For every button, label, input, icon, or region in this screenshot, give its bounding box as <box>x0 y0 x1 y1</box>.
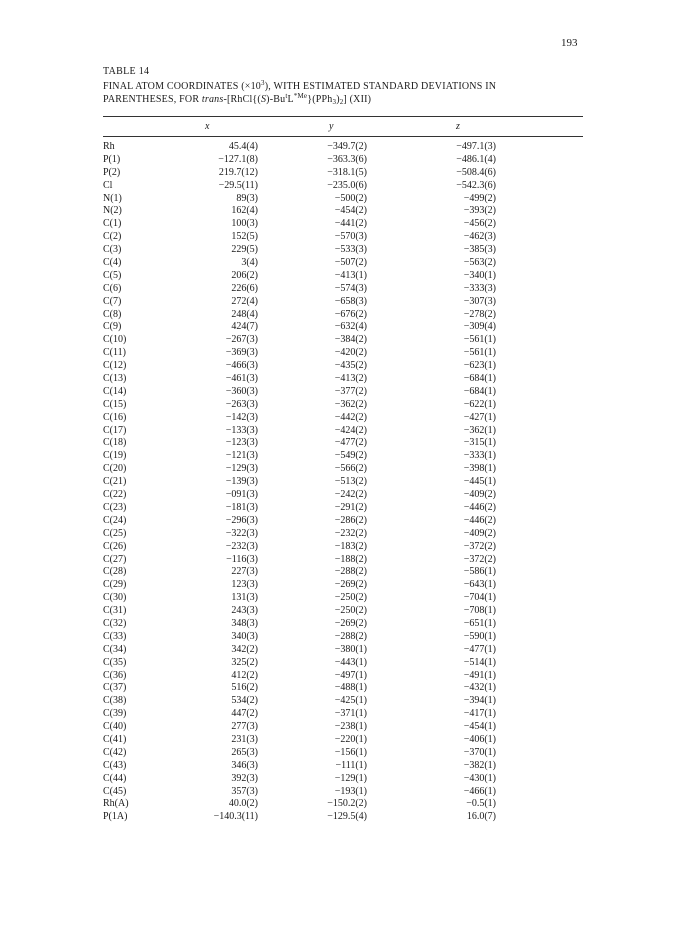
table-row <box>0 786 680 799</box>
table-row <box>0 360 680 373</box>
caption-formula-c: L <box>287 94 294 105</box>
x-coordinate: 325(2) <box>231 656 258 668</box>
atom-label: P(1A) <box>103 811 128 823</box>
y-coordinate: −188(2) <box>334 553 367 565</box>
x-coordinate: −369(3) <box>225 347 258 359</box>
z-coordinate: −406(1) <box>463 733 496 745</box>
x-coordinate: 424(7) <box>231 321 258 333</box>
y-coordinate: −424(2) <box>334 424 367 436</box>
y-coordinate: −454(2) <box>334 205 367 217</box>
x-coordinate: −139(3) <box>225 476 258 488</box>
table-row <box>0 631 680 644</box>
x-coordinate: 89(3) <box>236 192 258 204</box>
caption-line2-pre: PARENTHESES, FOR <box>103 94 202 105</box>
caption-sup-t: t <box>285 92 288 100</box>
atom-label: Rh(A) <box>103 798 129 810</box>
z-coordinate: −462(3) <box>463 231 496 243</box>
table-row <box>0 244 680 257</box>
atom-label: C(42) <box>103 746 127 758</box>
atom-label: C(45) <box>103 785 127 797</box>
y-coordinate: −443(1) <box>334 656 367 668</box>
atom-label: C(10) <box>103 334 127 346</box>
x-coordinate: 516(2) <box>231 682 258 694</box>
table-row <box>0 721 680 734</box>
x-coordinate: 348(3) <box>231 617 258 629</box>
x-coordinate: −296(3) <box>225 514 258 526</box>
atom-label: C(15) <box>103 398 127 410</box>
y-coordinate: −193(1) <box>334 785 367 797</box>
table-row <box>0 437 680 450</box>
page-number: 193 <box>561 37 578 49</box>
z-coordinate: −491(1) <box>463 669 496 681</box>
table-row <box>0 399 680 412</box>
x-coordinate: 206(2) <box>231 269 258 281</box>
table-row <box>0 682 680 695</box>
y-coordinate: −435(2) <box>334 360 367 372</box>
table-row <box>0 554 680 567</box>
x-coordinate: −461(3) <box>225 373 258 385</box>
z-coordinate: −427(1) <box>463 411 496 423</box>
atom-label: C(36) <box>103 669 127 681</box>
y-coordinate: −570(3) <box>334 231 367 243</box>
x-coordinate: 412(2) <box>231 669 258 681</box>
z-coordinate: −309(4) <box>463 321 496 333</box>
column-header-x: x <box>205 121 210 132</box>
y-coordinate: −549(2) <box>334 450 367 462</box>
caption-formula-f: ] (XII) <box>343 94 372 105</box>
z-coordinate: −623(1) <box>463 360 496 372</box>
atom-label: C(16) <box>103 411 127 423</box>
y-coordinate: −156(1) <box>334 746 367 758</box>
y-coordinate: −420(2) <box>334 347 367 359</box>
x-coordinate: −133(3) <box>225 424 258 436</box>
y-coordinate: −632(4) <box>334 321 367 333</box>
x-coordinate: 226(6) <box>231 282 258 294</box>
z-coordinate: −542.3(6) <box>456 179 496 191</box>
z-coordinate: −708(1) <box>463 605 496 617</box>
y-coordinate: −658(3) <box>334 295 367 307</box>
atom-label: P(2) <box>103 166 121 178</box>
x-coordinate: 534(2) <box>231 695 258 707</box>
caption-line1-post: ), WITH ESTIMATED STANDARD DEVIATIONS IN <box>264 81 497 92</box>
atom-label: C(29) <box>103 579 127 591</box>
atom-label: C(4) <box>103 257 122 269</box>
y-coordinate: −377(2) <box>334 385 367 397</box>
x-coordinate: 123(3) <box>231 579 258 591</box>
x-coordinate: 342(2) <box>231 643 258 655</box>
y-coordinate: −380(1) <box>334 643 367 655</box>
atom-label: C(20) <box>103 463 127 475</box>
y-coordinate: −442(2) <box>334 411 367 423</box>
x-coordinate: 152(5) <box>231 231 258 243</box>
y-coordinate: −129.5(4) <box>327 811 367 823</box>
y-coordinate: −362(2) <box>334 398 367 410</box>
table-row <box>0 708 680 721</box>
y-coordinate: −513(2) <box>334 476 367 488</box>
table-row <box>0 747 680 760</box>
x-coordinate: −232(3) <box>225 540 258 552</box>
z-coordinate: −514(1) <box>463 656 496 668</box>
table-row <box>0 412 680 425</box>
caption-formula-e: ) <box>336 94 340 105</box>
x-coordinate: 131(3) <box>231 592 258 604</box>
atom-label: C(38) <box>103 695 127 707</box>
y-coordinate: −363.3(6) <box>327 153 367 165</box>
y-coordinate: −250(2) <box>334 592 367 604</box>
z-coordinate: −622(1) <box>463 398 496 410</box>
z-coordinate: −684(1) <box>463 385 496 397</box>
table-row <box>0 476 680 489</box>
z-coordinate: −382(1) <box>463 759 496 771</box>
caption-formula-d: }(PPh <box>307 94 333 105</box>
z-coordinate: −590(1) <box>463 630 496 642</box>
z-coordinate: −497.1(3) <box>456 141 496 152</box>
z-coordinate: −643(1) <box>463 579 496 591</box>
z-coordinate: −333(3) <box>463 282 496 294</box>
table-row <box>0 141 680 154</box>
y-coordinate: −384(2) <box>334 334 367 346</box>
caption-s: S <box>260 94 267 105</box>
y-coordinate: −318.1(5) <box>327 166 367 178</box>
table-row <box>0 450 680 463</box>
table-row <box>0 296 680 309</box>
x-coordinate: −091(3) <box>225 489 258 501</box>
table-row <box>0 373 680 386</box>
z-coordinate: −466(1) <box>463 785 496 797</box>
y-coordinate: −425(1) <box>334 695 367 707</box>
y-coordinate: −497(1) <box>334 669 367 681</box>
z-coordinate: −385(3) <box>463 244 496 256</box>
y-coordinate: −441(2) <box>334 218 367 230</box>
atom-label: C(39) <box>103 708 127 720</box>
atom-label: C(23) <box>103 501 127 513</box>
table-row <box>0 811 680 824</box>
y-coordinate: −413(1) <box>334 269 367 281</box>
column-header-y: y <box>329 121 334 132</box>
x-coordinate: −121(3) <box>225 450 258 462</box>
table-row <box>0 347 680 360</box>
table-row <box>0 321 680 334</box>
atom-label: C(35) <box>103 656 127 668</box>
x-coordinate: −322(3) <box>225 527 258 539</box>
x-coordinate: 219.7(12) <box>218 166 258 178</box>
x-coordinate: −140.3(11) <box>213 811 258 823</box>
atom-label: C(32) <box>103 617 127 629</box>
table-row <box>0 695 680 708</box>
table-row <box>0 334 680 347</box>
y-coordinate: −566(2) <box>334 463 367 475</box>
z-coordinate: −340(1) <box>463 269 496 281</box>
y-coordinate: −129(1) <box>334 772 367 784</box>
atom-label: C(40) <box>103 721 127 733</box>
x-coordinate: 392(3) <box>231 772 258 784</box>
z-coordinate: −456(2) <box>463 218 496 230</box>
table-row <box>0 670 680 683</box>
column-header-z: z <box>456 121 460 132</box>
atom-label: C(21) <box>103 476 127 488</box>
table-row <box>0 231 680 244</box>
y-coordinate: −150.2(2) <box>327 798 367 810</box>
z-coordinate: −307(3) <box>463 295 496 307</box>
y-coordinate: −288(2) <box>334 566 367 578</box>
x-coordinate: 248(4) <box>231 308 258 320</box>
atom-label: C(6) <box>103 282 122 294</box>
atom-label: C(30) <box>103 592 127 604</box>
x-coordinate: 277(3) <box>231 721 258 733</box>
z-coordinate: −586(1) <box>463 566 496 578</box>
table-row <box>0 734 680 747</box>
z-coordinate: −315(1) <box>463 437 496 449</box>
x-coordinate: 162(4) <box>231 205 258 217</box>
y-coordinate: −371(1) <box>334 708 367 720</box>
atom-label: C(26) <box>103 540 127 552</box>
z-coordinate: −393(2) <box>463 205 496 217</box>
z-coordinate: −486.1(4) <box>456 153 496 165</box>
y-coordinate: −232(2) <box>334 527 367 539</box>
z-coordinate: −394(1) <box>463 695 496 707</box>
caption-trans: trans <box>201 94 224 105</box>
table-top-rule <box>103 116 583 117</box>
table-row <box>0 541 680 554</box>
z-coordinate: −561(1) <box>463 347 496 359</box>
z-coordinate: −370(1) <box>463 746 496 758</box>
z-coordinate: −398(1) <box>463 463 496 475</box>
y-coordinate: −349.7(2) <box>327 141 367 152</box>
atom-label: P(1) <box>103 153 121 165</box>
atom-label: C(7) <box>103 295 122 307</box>
x-coordinate: 346(3) <box>231 759 258 771</box>
atom-label: N(2) <box>103 205 122 217</box>
y-coordinate: −676(2) <box>334 308 367 320</box>
atom-label: N(1) <box>103 192 122 204</box>
z-coordinate: −409(2) <box>463 527 496 539</box>
z-coordinate: −445(1) <box>463 476 496 488</box>
table-caption <box>103 80 583 106</box>
y-coordinate: −269(2) <box>334 579 367 591</box>
table-label: TABLE 14 <box>103 66 150 77</box>
atom-label: C(27) <box>103 553 127 565</box>
x-coordinate: −181(3) <box>225 501 258 513</box>
x-coordinate: 340(3) <box>231 630 258 642</box>
atom-label: C(22) <box>103 489 127 501</box>
caption-sup-me: *Me <box>293 92 308 100</box>
x-coordinate: −127.1(8) <box>218 153 258 165</box>
table-row <box>0 644 680 657</box>
y-coordinate: −183(2) <box>334 540 367 552</box>
table-row <box>0 605 680 618</box>
z-coordinate: −561(1) <box>463 334 496 346</box>
x-coordinate: 100(3) <box>231 218 258 230</box>
atom-label: C(3) <box>103 244 122 256</box>
z-coordinate: −0.5(1) <box>466 798 496 810</box>
x-coordinate: −116(3) <box>226 553 258 565</box>
x-coordinate: −29.5(11) <box>218 179 258 191</box>
z-coordinate: −508.4(6) <box>456 166 496 178</box>
x-coordinate: −360(3) <box>225 385 258 397</box>
atom-label: Cl <box>103 179 113 191</box>
atom-label: C(25) <box>103 527 127 539</box>
table-row <box>0 193 680 206</box>
table-row <box>0 798 680 811</box>
y-coordinate: −235.0(6) <box>327 179 367 191</box>
table-header-rule <box>103 136 583 137</box>
x-coordinate: 265(3) <box>231 746 258 758</box>
table-row <box>0 502 680 515</box>
atom-label: C(18) <box>103 437 127 449</box>
atom-label: C(19) <box>103 450 127 462</box>
table-row <box>0 167 680 180</box>
x-coordinate: 3(4) <box>241 257 258 269</box>
x-coordinate: 40.0(2) <box>228 798 258 810</box>
atom-label: C(31) <box>103 605 127 617</box>
z-coordinate: −454(1) <box>463 721 496 733</box>
y-coordinate: −242(2) <box>334 489 367 501</box>
x-coordinate: 231(3) <box>231 733 258 745</box>
atom-label: C(43) <box>103 759 127 771</box>
x-coordinate: −142(3) <box>225 411 258 423</box>
z-coordinate: −409(2) <box>463 489 496 501</box>
atom-label: C(13) <box>103 373 127 385</box>
table-row <box>0 489 680 502</box>
atom-label: Rh <box>103 141 115 152</box>
y-coordinate: −488(1) <box>334 682 367 694</box>
caption-line1-sup: 3 <box>261 79 265 87</box>
x-coordinate: −263(3) <box>225 398 258 410</box>
atom-label: C(34) <box>103 643 127 655</box>
atom-label: C(5) <box>103 269 122 281</box>
y-coordinate: −220(1) <box>334 733 367 745</box>
atom-label: C(8) <box>103 308 122 320</box>
table-row <box>0 463 680 476</box>
x-coordinate: 227(3) <box>231 566 258 578</box>
table-row <box>0 270 680 283</box>
atom-label: C(9) <box>103 321 122 333</box>
table-row <box>0 257 680 270</box>
x-coordinate: 45.4(4) <box>228 141 258 152</box>
table-row <box>0 180 680 193</box>
atom-label: C(12) <box>103 360 127 372</box>
z-coordinate: −704(1) <box>463 592 496 604</box>
atom-label: C(37) <box>103 682 127 694</box>
table-row <box>0 283 680 296</box>
atom-label: C(41) <box>103 733 127 745</box>
table-row <box>0 309 680 322</box>
y-coordinate: −533(3) <box>334 244 367 256</box>
y-coordinate: −111(1) <box>335 759 367 771</box>
x-coordinate: 357(3) <box>231 785 258 797</box>
atom-label: C(14) <box>103 385 127 397</box>
table-row <box>0 515 680 528</box>
caption-line1-pre: FINAL ATOM COORDINATES (×10 <box>103 81 261 92</box>
x-coordinate: −466(3) <box>225 360 258 372</box>
table-row <box>0 579 680 592</box>
table-row <box>0 566 680 579</box>
y-coordinate: −477(2) <box>334 437 367 449</box>
z-coordinate: −372(2) <box>463 540 496 552</box>
caption-line-1 <box>103 80 583 93</box>
x-coordinate: 243(3) <box>231 605 258 617</box>
z-coordinate: −362(1) <box>463 424 496 436</box>
x-coordinate: −129(3) <box>225 463 258 475</box>
table-row <box>0 154 680 167</box>
x-coordinate: 272(4) <box>231 295 258 307</box>
x-coordinate: 229(5) <box>231 244 258 256</box>
z-coordinate: −446(2) <box>463 514 496 526</box>
z-coordinate: −651(1) <box>463 617 496 629</box>
z-coordinate: −684(1) <box>463 373 496 385</box>
caption-line-2 <box>103 93 583 106</box>
table-row <box>0 425 680 438</box>
table-row <box>0 218 680 231</box>
atom-label: C(44) <box>103 772 127 784</box>
x-coordinate: −123(3) <box>225 437 258 449</box>
caption-sub-2: 2 <box>339 98 344 106</box>
y-coordinate: −288(2) <box>334 630 367 642</box>
y-coordinate: −286(2) <box>334 514 367 526</box>
x-coordinate: 447(2) <box>231 708 258 720</box>
z-coordinate: −477(1) <box>463 643 496 655</box>
atom-label: C(33) <box>103 630 127 642</box>
table-row <box>0 618 680 631</box>
table-row <box>0 528 680 541</box>
z-coordinate: −372(2) <box>463 553 496 565</box>
y-coordinate: −238(1) <box>334 721 367 733</box>
z-coordinate: 16.0(7) <box>466 811 496 823</box>
y-coordinate: −269(2) <box>334 617 367 629</box>
z-coordinate: −499(2) <box>463 192 496 204</box>
caption-formula-a: -[RhCl{( <box>223 94 261 105</box>
table-row <box>0 386 680 399</box>
z-coordinate: −446(2) <box>463 501 496 513</box>
y-coordinate: −507(2) <box>334 257 367 269</box>
z-coordinate: −432(1) <box>463 682 496 694</box>
y-coordinate: −291(2) <box>334 501 367 513</box>
atom-label: C(28) <box>103 566 127 578</box>
y-coordinate: −500(2) <box>334 192 367 204</box>
table-row <box>0 760 680 773</box>
caption-sub-3: 3 <box>332 98 337 106</box>
y-coordinate: −574(3) <box>334 282 367 294</box>
atom-label: C(1) <box>103 218 122 230</box>
atom-label: C(11) <box>103 347 126 359</box>
z-coordinate: −563(2) <box>463 257 496 269</box>
table-row <box>0 592 680 605</box>
z-coordinate: −278(2) <box>463 308 496 320</box>
y-coordinate: −413(2) <box>334 373 367 385</box>
coordinate-table-body <box>0 141 680 824</box>
atom-label: C(24) <box>103 514 127 526</box>
table-row <box>0 205 680 218</box>
table-row <box>0 773 680 786</box>
z-coordinate: −417(1) <box>463 708 496 720</box>
x-coordinate: −267(3) <box>225 334 258 346</box>
atom-label: C(2) <box>103 231 122 243</box>
z-coordinate: −430(1) <box>463 772 496 784</box>
z-coordinate: −333(1) <box>463 450 496 462</box>
y-coordinate: −250(2) <box>334 605 367 617</box>
atom-label: C(17) <box>103 424 127 436</box>
table-row <box>0 657 680 670</box>
caption-formula-b: )-Bu <box>266 94 286 105</box>
